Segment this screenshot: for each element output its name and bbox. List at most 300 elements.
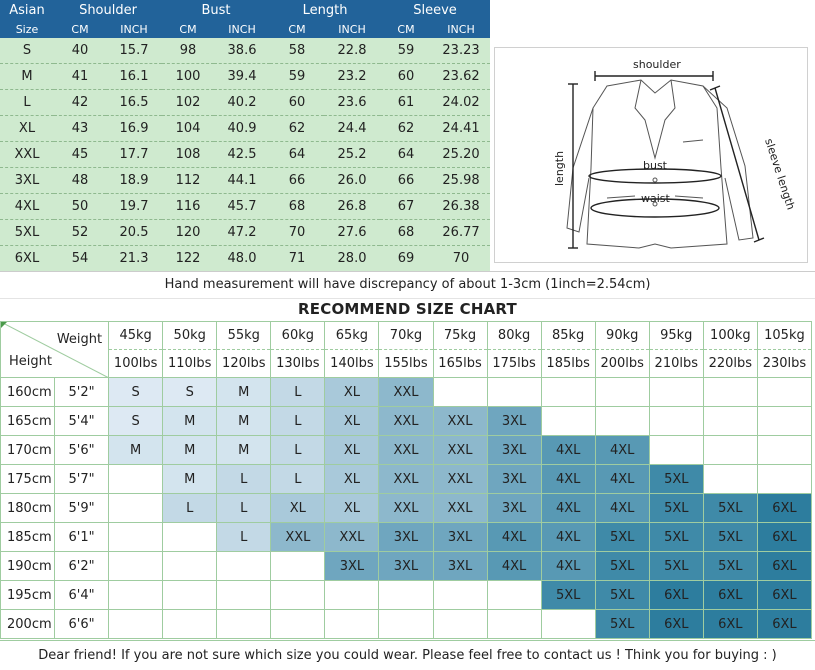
bust-label: bust (643, 159, 667, 172)
measure-cell: 23.62 (432, 64, 490, 90)
measure-cell: 48 (54, 168, 106, 194)
size-recommend-cell: XXL (433, 407, 487, 436)
size-recommend-cell: 3XL (433, 552, 487, 581)
measurement-row (0, 194, 490, 220)
unit-inch: INCH (214, 20, 270, 38)
size-recommend-cell: XXL (379, 378, 433, 407)
measure-cell: 16.9 (106, 116, 162, 142)
size-recommend-cell: L (163, 494, 217, 523)
height-ft: 5'9" (55, 494, 109, 523)
size-recommend-cell: L (271, 378, 325, 407)
empty-cell (433, 581, 487, 610)
size-recommend-cell: 6XL (649, 610, 703, 639)
weight-kg-header: 45kg (109, 322, 163, 350)
weight-lbs-header: 185lbs (541, 350, 595, 378)
empty-cell (109, 494, 163, 523)
size-cell: 3XL (0, 168, 54, 194)
empty-cell (109, 523, 163, 552)
empty-cell (487, 581, 541, 610)
measure-cell: 54 (54, 246, 106, 272)
height-ft: 5'6" (55, 436, 109, 465)
size-recommend-cell: 3XL (487, 494, 541, 523)
size-recommend-cell: 6XL (757, 610, 811, 639)
measure-cell: 25.2 (324, 142, 380, 168)
size-recommend-cell: L (271, 407, 325, 436)
measure-cell: 64 (380, 142, 432, 168)
recommend-grid-body (1, 322, 812, 639)
measure-cell: 98 (162, 38, 214, 64)
size-recommend-cell: 4XL (595, 494, 649, 523)
weight-lbs-header: 220lbs (703, 350, 757, 378)
measure-cell: 40.2 (214, 90, 270, 116)
weight-lbs-header: 175lbs (487, 350, 541, 378)
empty-cell (757, 465, 811, 494)
size-recommend-cell: S (109, 407, 163, 436)
measure-cell: 70 (270, 220, 324, 246)
size-recommend-cell: XXL (433, 465, 487, 494)
measure-cell: 112 (162, 168, 214, 194)
empty-cell (109, 581, 163, 610)
measure-cell: 102 (162, 90, 214, 116)
measure-cell: 45.7 (214, 194, 270, 220)
size-recommend-cell: 3XL (379, 552, 433, 581)
weight-lbs-header: 230lbs (757, 350, 811, 378)
size-recommend-cell: 4XL (541, 465, 595, 494)
size-recommend-cell: 3XL (487, 436, 541, 465)
weight-kg-header: 50kg (163, 322, 217, 350)
size-recommend-cell: 4XL (541, 436, 595, 465)
empty-cell (433, 610, 487, 639)
empty-cell (271, 552, 325, 581)
height-cm: 170cm (1, 436, 55, 465)
weight-lbs-header: 200lbs (595, 350, 649, 378)
measure-cell: 42.5 (214, 142, 270, 168)
measure-cell: 25.98 (432, 168, 490, 194)
measure-cell: 104 (162, 116, 214, 142)
size-recommend-cell: XXL (433, 436, 487, 465)
empty-cell (163, 552, 217, 581)
measure-cell: 71 (270, 246, 324, 272)
unit-cm: CM (380, 20, 432, 38)
height-row (1, 465, 812, 494)
size-recommend-cell: XL (325, 494, 379, 523)
empty-cell (217, 610, 271, 639)
weight-lbs-header: 100lbs (109, 350, 163, 378)
size-recommend-cell: 3XL (487, 407, 541, 436)
header-shoulder: Shoulder (54, 0, 162, 20)
empty-cell (595, 407, 649, 436)
left-pocket (607, 196, 635, 198)
measure-cell: 116 (162, 194, 214, 220)
height-cm: 200cm (1, 610, 55, 639)
size-cell: 4XL (0, 194, 54, 220)
measure-cell: 60 (380, 64, 432, 90)
measure-cell: 23.2 (324, 64, 380, 90)
size-recommend-cell: 5XL (595, 581, 649, 610)
size-recommend-cell: 5XL (649, 465, 703, 494)
recommend-size-grid (0, 321, 812, 639)
size-recommend-cell: M (163, 436, 217, 465)
measure-cell: 18.9 (106, 168, 162, 194)
empty-cell (649, 436, 703, 465)
size-recommend-cell: L (271, 436, 325, 465)
weight-lbs-header: 140lbs (325, 350, 379, 378)
empty-cell (163, 581, 217, 610)
empty-cell (649, 378, 703, 407)
weight-kg-header: 85kg (541, 322, 595, 350)
empty-cell (109, 465, 163, 494)
size-recommend-cell: 6XL (757, 552, 811, 581)
jacket-measurement-diagram (490, 38, 815, 269)
weight-kg-header: 105kg (757, 322, 811, 350)
empty-cell (541, 407, 595, 436)
weight-lbs-header: 165lbs (433, 350, 487, 378)
unit-inch: INCH (324, 20, 380, 38)
unit-inch: INCH (106, 20, 162, 38)
height-ft: 6'2" (55, 552, 109, 581)
size-recommend-cell: XL (325, 465, 379, 494)
size-recommend-cell: XXL (379, 407, 433, 436)
size-recommend-cell: 5XL (595, 610, 649, 639)
size-recommend-cell: M (163, 407, 217, 436)
empty-cell (757, 378, 811, 407)
weight-kg-header: 80kg (487, 322, 541, 350)
height-cm: 190cm (1, 552, 55, 581)
height-row (1, 523, 812, 552)
sleeve-length-label: sleeve length (762, 136, 798, 212)
measure-cell: 100 (162, 64, 214, 90)
measure-cell: 26.8 (324, 194, 380, 220)
height-cm: 185cm (1, 523, 55, 552)
measure-cell: 26.0 (324, 168, 380, 194)
size-cell: XXL (0, 142, 54, 168)
height-ft: 6'4" (55, 581, 109, 610)
measure-cell: 24.41 (432, 116, 490, 142)
measure-cell: 44.1 (214, 168, 270, 194)
height-ft: 6'1" (55, 523, 109, 552)
measure-cell: 66 (270, 168, 324, 194)
empty-cell (649, 407, 703, 436)
measure-cell: 59 (380, 38, 432, 64)
header-size: Size (0, 20, 54, 38)
measure-cell: 16.1 (106, 64, 162, 90)
size-recommend-cell: L (217, 494, 271, 523)
measure-cell: 66 (380, 168, 432, 194)
size-measurement-table (0, 0, 490, 271)
size-recommend-cell: 5XL (703, 494, 757, 523)
size-recommend-cell: 3XL (379, 523, 433, 552)
measure-cell: 47.2 (214, 220, 270, 246)
measure-cell: 24.02 (432, 90, 490, 116)
footer-message: Dear friend! If you are not sure which size you could wear. Please feel free to contact us ! Think you for buying : ) (0, 640, 815, 670)
sleeve-measure-line (715, 88, 759, 240)
height-ft: 5'4" (55, 407, 109, 436)
size-recommend-cell: 4XL (595, 465, 649, 494)
size-recommend-cell: 5XL (703, 552, 757, 581)
height-ft: 5'7" (55, 465, 109, 494)
height-cm: 180cm (1, 494, 55, 523)
size-cell: L (0, 90, 54, 116)
empty-cell (487, 610, 541, 639)
size-recommend-cell: XXL (379, 494, 433, 523)
measure-cell: 58 (270, 38, 324, 64)
measure-cell: 16.5 (106, 90, 162, 116)
empty-cell (325, 581, 379, 610)
measure-cell: 48.0 (214, 246, 270, 272)
size-recommend-cell: 4XL (541, 552, 595, 581)
height-row (1, 436, 812, 465)
measure-cell: 45 (54, 142, 106, 168)
measure-cell: 20.5 (106, 220, 162, 246)
unit-inch: INCH (432, 20, 490, 38)
size-recommend-cell: 6XL (703, 581, 757, 610)
size-recommend-cell: 5XL (595, 552, 649, 581)
empty-cell (757, 407, 811, 436)
weight-kg-header: 95kg (649, 322, 703, 350)
weight-kg-header: 60kg (271, 322, 325, 350)
weight-lbs-header: 210lbs (649, 350, 703, 378)
height-row (1, 581, 812, 610)
size-recommend-cell: M (217, 407, 271, 436)
size-recommend-cell: 4XL (487, 552, 541, 581)
measure-cell: 52 (54, 220, 106, 246)
measurement-row (0, 220, 490, 246)
empty-cell (595, 378, 649, 407)
empty-cell (487, 378, 541, 407)
size-recommend-cell: 6XL (703, 610, 757, 639)
height-row (1, 378, 812, 407)
size-recommend-cell: 5XL (703, 523, 757, 552)
measurement-row (0, 246, 490, 272)
empty-cell (217, 581, 271, 610)
height-cm: 165cm (1, 407, 55, 436)
header-asian: Asian (0, 0, 54, 20)
measure-cell: 42 (54, 90, 106, 116)
size-recommend-cell: XXL (433, 494, 487, 523)
height-cm: 195cm (1, 581, 55, 610)
right-pocket (675, 196, 703, 198)
empty-cell (757, 436, 811, 465)
measure-cell: 39.4 (214, 64, 270, 90)
height-row (1, 494, 812, 523)
measure-cell: 60 (270, 90, 324, 116)
button-icon (653, 178, 657, 182)
empty-cell (217, 552, 271, 581)
height-ft: 5'2" (55, 378, 109, 407)
height-cm: 160cm (1, 378, 55, 407)
measurement-row (0, 116, 490, 142)
right-sleeve-outline (703, 86, 753, 240)
measure-cell: 122 (162, 246, 214, 272)
size-recommend-cell: 6XL (757, 494, 811, 523)
measure-cell: 62 (380, 116, 432, 142)
size-recommend-cell: 5XL (649, 523, 703, 552)
size-recommend-cell: 3XL (433, 523, 487, 552)
empty-cell (271, 610, 325, 639)
measure-cell: 22.8 (324, 38, 380, 64)
measure-cell: 26.38 (432, 194, 490, 220)
weight-kg-row (1, 322, 812, 350)
size-recommend-cell: 5XL (649, 552, 703, 581)
empty-cell (703, 407, 757, 436)
size-recommend-cell: 3XL (487, 465, 541, 494)
measure-cell: 43 (54, 116, 106, 142)
measurement-row (0, 90, 490, 116)
measurement-note: Hand measurement will have discrepancy of about 1-3cm (1inch=2.54cm) (0, 271, 815, 299)
header-length: Length (270, 0, 380, 20)
size-cell: 6XL (0, 246, 54, 272)
empty-cell (163, 523, 217, 552)
weight-kg-header: 90kg (595, 322, 649, 350)
size-recommend-cell: XL (325, 407, 379, 436)
unit-cm: CM (54, 20, 106, 38)
measurement-row (0, 38, 490, 64)
size-recommend-cell: M (217, 436, 271, 465)
weight-kg-header: 55kg (217, 322, 271, 350)
size-cell: M (0, 64, 54, 90)
size-recommend-cell: S (109, 378, 163, 407)
empty-cell (109, 610, 163, 639)
height-row (1, 407, 812, 436)
weight-label: Weight (56, 332, 103, 347)
weight-kg-header: 100kg (703, 322, 757, 350)
recommend-title: RECOMMEND SIZE CHART (298, 300, 517, 318)
size-recommend-cell: L (271, 465, 325, 494)
weight-lbs-row (1, 350, 812, 378)
weight-kg-header: 65kg (325, 322, 379, 350)
empty-cell (541, 378, 595, 407)
measure-cell: 108 (162, 142, 214, 168)
size-recommend-cell: 6XL (757, 581, 811, 610)
length-label: length (553, 150, 566, 186)
measure-cell: 50 (54, 194, 106, 220)
grid-corner (1, 322, 109, 378)
size-recommend-cell: 5XL (649, 494, 703, 523)
diagram-frame (494, 47, 808, 263)
weight-lbs-header: 110lbs (163, 350, 217, 378)
measure-cell: 120 (162, 220, 214, 246)
weight-lbs-header: 120lbs (217, 350, 271, 378)
empty-cell (163, 610, 217, 639)
measurement-row (0, 168, 490, 194)
unit-cm: CM (162, 20, 214, 38)
size-recommend-cell: 3XL (325, 552, 379, 581)
measure-cell: 17.7 (106, 142, 162, 168)
measure-cell: 40 (54, 38, 106, 64)
measure-cell: 23.6 (324, 90, 380, 116)
measure-cell: 70 (432, 246, 490, 272)
size-recommend-cell: 5XL (541, 581, 595, 610)
measure-cell: 62 (270, 116, 324, 142)
weight-lbs-header: 130lbs (271, 350, 325, 378)
height-ft: 6'6" (55, 610, 109, 639)
measure-cell: 26.77 (432, 220, 490, 246)
waist-label: waist (641, 192, 670, 205)
weight-lbs-header: 155lbs (379, 350, 433, 378)
header-sleeve: Sleeve (380, 0, 490, 20)
measurement-row (0, 64, 490, 90)
size-recommend-cell: 4XL (541, 523, 595, 552)
measurement-row (0, 142, 490, 168)
empty-cell (325, 610, 379, 639)
measure-cell: 15.7 (106, 38, 162, 64)
size-recommend-cell: 6XL (649, 581, 703, 610)
measure-cell: 69 (380, 246, 432, 272)
measure-cell: 27.6 (324, 220, 380, 246)
measure-cell: 19.7 (106, 194, 162, 220)
measure-cell: 24.4 (324, 116, 380, 142)
size-recommend-cell: L (217, 523, 271, 552)
height-cm: 175cm (1, 465, 55, 494)
size-recommend-cell: 4XL (487, 523, 541, 552)
lapel-outline (635, 80, 675, 158)
measure-cell: 23.23 (432, 38, 490, 64)
size-recommend-cell: L (217, 465, 271, 494)
jacket-illustration (495, 48, 807, 262)
empty-cell (271, 581, 325, 610)
measure-cell: 68 (270, 194, 324, 220)
measure-cell: 68 (380, 220, 432, 246)
size-recommend-cell: XXL (379, 436, 433, 465)
measure-cell: 67 (380, 194, 432, 220)
measure-cell: 61 (380, 90, 432, 116)
empty-cell (109, 552, 163, 581)
size-recommend-cell: 5XL (595, 523, 649, 552)
measurement-rows (0, 38, 490, 271)
empty-cell (703, 378, 757, 407)
shoulder-label: shoulder (633, 58, 681, 71)
size-recommend-cell: 4XL (595, 436, 649, 465)
size-recommend-cell: XXL (379, 465, 433, 494)
size-recommend-cell: XXL (325, 523, 379, 552)
empty-cell (541, 610, 595, 639)
size-recommend-cell: 4XL (541, 494, 595, 523)
size-recommend-cell: S (163, 378, 217, 407)
measure-cell: 28.0 (324, 246, 380, 272)
size-cell: 5XL (0, 220, 54, 246)
size-cell: XL (0, 116, 54, 142)
height-label: Height (9, 354, 52, 369)
header-bust: Bust (162, 0, 270, 20)
measure-cell: 21.3 (106, 246, 162, 272)
empty-cell (703, 465, 757, 494)
size-recommend-cell: XXL (271, 523, 325, 552)
height-row (1, 552, 812, 581)
unit-cm: CM (270, 20, 324, 38)
weight-kg-header: 75kg (433, 322, 487, 350)
empty-cell (379, 581, 433, 610)
weight-kg-header: 70kg (379, 322, 433, 350)
size-recommend-cell: M (217, 378, 271, 407)
size-recommend-cell: 6XL (757, 523, 811, 552)
height-row (1, 610, 812, 639)
empty-cell (433, 378, 487, 407)
empty-cell (379, 610, 433, 639)
empty-cell (703, 436, 757, 465)
measure-cell: 41 (54, 64, 106, 90)
size-recommend-cell: XL (271, 494, 325, 523)
size-cell: S (0, 38, 54, 64)
breast-pocket (683, 140, 703, 142)
size-recommend-cell: M (109, 436, 163, 465)
measure-cell: 38.6 (214, 38, 270, 64)
measure-cell: 25.20 (432, 142, 490, 168)
measure-cell: 40.9 (214, 116, 270, 142)
size-recommend-cell: XL (325, 436, 379, 465)
size-recommend-cell: M (163, 465, 217, 494)
measure-cell: 59 (270, 64, 324, 90)
measure-cell: 64 (270, 142, 324, 168)
